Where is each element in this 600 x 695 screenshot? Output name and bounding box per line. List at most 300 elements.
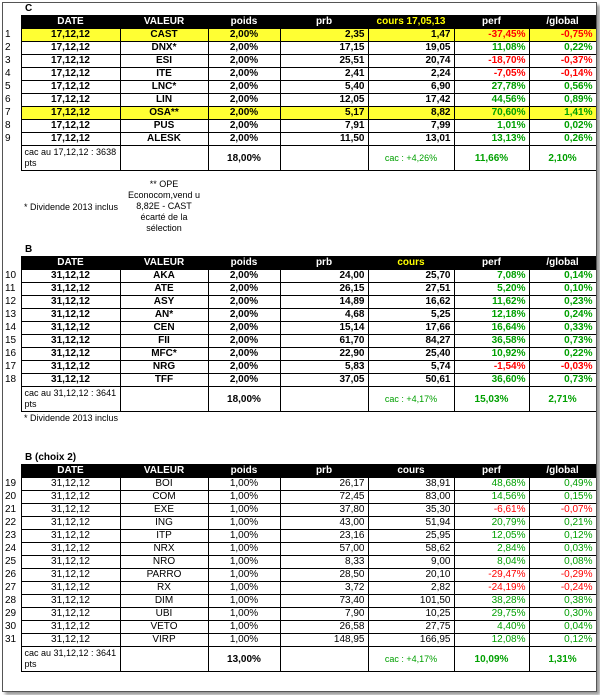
- column-header[interactable]: cours 17,05,13: [368, 16, 454, 29]
- poids-cell[interactable]: 2,00%: [208, 270, 280, 283]
- prb-cell[interactable]: 12,05: [280, 94, 368, 107]
- valeur-cell[interactable]: RX: [120, 582, 208, 595]
- dividend-note[interactable]: * Dividende 2013 inclus: [24, 201, 119, 212]
- valeur-cell[interactable]: MFC*: [120, 348, 208, 361]
- poids-cell[interactable]: 1,00%: [208, 530, 280, 543]
- date-cell[interactable]: 31,12,12: [21, 517, 120, 530]
- valeur-cell[interactable]: CEN: [120, 322, 208, 335]
- date-cell[interactable]: 31,12,12: [21, 569, 120, 582]
- valeur-cell[interactable]: AN*: [120, 309, 208, 322]
- date-cell[interactable]: 31,12,12: [21, 374, 120, 387]
- cours-cell[interactable]: 13,01: [368, 133, 454, 146]
- prb-cell[interactable]: 28,50: [280, 569, 368, 582]
- poids-cell[interactable]: 1,00%: [208, 569, 280, 582]
- row-number[interactable]: 20: [5, 491, 17, 502]
- cac-performance[interactable]: cac : +4,17%: [368, 647, 454, 672]
- prb-cell[interactable]: 25,51: [280, 55, 368, 68]
- cours-cell[interactable]: 38,91: [368, 478, 454, 491]
- prb-cell[interactable]: 148,95: [280, 634, 368, 647]
- global-cell[interactable]: 0,14%: [529, 270, 596, 283]
- prb-cell[interactable]: 17,15: [280, 42, 368, 55]
- global-cell[interactable]: -0,75%: [529, 29, 596, 42]
- poids-cell[interactable]: 2,00%: [208, 120, 280, 133]
- column-header[interactable]: perf: [454, 16, 529, 29]
- row-number[interactable]: 24: [5, 543, 17, 554]
- poids-cell[interactable]: 2,00%: [208, 361, 280, 374]
- cac-reference-label[interactable]: cac au 17,12,12 : 3638 pts: [21, 146, 120, 171]
- poids-cell[interactable]: 1,00%: [208, 634, 280, 647]
- date-cell[interactable]: 31,12,12: [21, 543, 120, 556]
- prb-cell[interactable]: 8,33: [280, 556, 368, 569]
- valeur-cell[interactable]: CAST: [120, 29, 208, 42]
- row-number[interactable]: 13: [5, 309, 17, 320]
- valeur-cell[interactable]: COM: [120, 491, 208, 504]
- global-cell[interactable]: 0,04%: [529, 621, 596, 634]
- prb-cell[interactable]: 24,00: [280, 270, 368, 283]
- global-cell[interactable]: 0,08%: [529, 556, 596, 569]
- poids-cell[interactable]: 2,00%: [208, 107, 280, 120]
- valeur-cell[interactable]: ESI: [120, 55, 208, 68]
- date-cell[interactable]: 17,12,12: [21, 42, 120, 55]
- valeur-cell[interactable]: DNX*: [120, 42, 208, 55]
- column-header[interactable]: perf: [454, 257, 529, 270]
- valeur-cell[interactable]: VIRP: [120, 634, 208, 647]
- global-cell[interactable]: 0,10%: [529, 283, 596, 296]
- section-title[interactable]: B (choix 2): [25, 452, 77, 463]
- empty-cell[interactable]: [280, 647, 368, 672]
- perf-cell[interactable]: 7,08%: [454, 270, 529, 283]
- cac-performance[interactable]: cac : +4,26%: [368, 146, 454, 171]
- cours-cell[interactable]: 5,74: [368, 361, 454, 374]
- date-cell[interactable]: 31,12,12: [21, 608, 120, 621]
- column-header[interactable]: DATE: [21, 465, 120, 478]
- perf-cell[interactable]: 27,78%: [454, 81, 529, 94]
- cours-cell[interactable]: 166,95: [368, 634, 454, 647]
- perf-cell[interactable]: 4,40%: [454, 621, 529, 634]
- perf-cell[interactable]: 13,13%: [454, 133, 529, 146]
- column-header[interactable]: /global: [529, 257, 596, 270]
- cours-cell[interactable]: 20,74: [368, 55, 454, 68]
- valeur-cell[interactable]: DIM: [120, 595, 208, 608]
- global-cell[interactable]: 0,22%: [529, 348, 596, 361]
- column-header[interactable]: cours: [368, 257, 454, 270]
- row-number[interactable]: 14: [5, 322, 17, 333]
- row-number[interactable]: 17: [5, 361, 17, 372]
- poids-cell[interactable]: 2,00%: [208, 81, 280, 94]
- valeur-cell[interactable]: NRO: [120, 556, 208, 569]
- perf-cell[interactable]: -7,05%: [454, 68, 529, 81]
- row-number[interactable]: 10: [5, 270, 17, 281]
- cours-cell[interactable]: 27,75: [368, 621, 454, 634]
- poids-cell[interactable]: 2,00%: [208, 94, 280, 107]
- prb-cell[interactable]: 43,00: [280, 517, 368, 530]
- poids-cell[interactable]: 2,00%: [208, 335, 280, 348]
- row-number[interactable]: 18: [5, 374, 17, 385]
- perf-cell[interactable]: 36,60%: [454, 374, 529, 387]
- row-number[interactable]: 26: [5, 569, 17, 580]
- poids-cell[interactable]: 2,00%: [208, 29, 280, 42]
- date-cell[interactable]: 31,12,12: [21, 296, 120, 309]
- date-cell[interactable]: 17,12,12: [21, 120, 120, 133]
- prb-cell[interactable]: 73,40: [280, 595, 368, 608]
- valeur-cell[interactable]: NRG: [120, 361, 208, 374]
- cours-cell[interactable]: 10,25: [368, 608, 454, 621]
- perf-cell[interactable]: 2,84%: [454, 543, 529, 556]
- prb-cell[interactable]: 23,16: [280, 530, 368, 543]
- global-cell[interactable]: 0,73%: [529, 335, 596, 348]
- cours-cell[interactable]: 2,82: [368, 582, 454, 595]
- date-cell[interactable]: 31,12,12: [21, 491, 120, 504]
- global-cell[interactable]: 0,15%: [529, 491, 596, 504]
- column-header[interactable]: VALEUR: [120, 16, 208, 29]
- row-number[interactable]: 30: [5, 621, 17, 632]
- global-cell[interactable]: 0,03%: [529, 543, 596, 556]
- date-cell[interactable]: 31,12,12: [21, 309, 120, 322]
- global-cell[interactable]: 0,38%: [529, 595, 596, 608]
- row-number[interactable]: 2: [5, 42, 11, 53]
- cours-cell[interactable]: 35,30: [368, 504, 454, 517]
- row-number[interactable]: 9: [5, 133, 11, 144]
- global-cell[interactable]: 0,23%: [529, 296, 596, 309]
- row-number[interactable]: 16: [5, 348, 17, 359]
- row-number[interactable]: [3, 3, 21, 16]
- poids-cell[interactable]: 1,00%: [208, 582, 280, 595]
- row-number[interactable]: 8: [5, 120, 11, 131]
- date-cell[interactable]: 31,12,12: [21, 595, 120, 608]
- column-header[interactable]: /global: [529, 465, 596, 478]
- perf-cell[interactable]: -29,47%: [454, 569, 529, 582]
- perf-cell[interactable]: 48,68%: [454, 478, 529, 491]
- section-title[interactable]: B: [25, 244, 33, 255]
- prb-cell[interactable]: 2,41: [280, 68, 368, 81]
- prb-cell[interactable]: 11,50: [280, 133, 368, 146]
- cours-cell[interactable]: 1,47: [368, 29, 454, 42]
- prb-cell[interactable]: 37,05: [280, 374, 368, 387]
- date-cell[interactable]: 17,12,12: [21, 29, 120, 42]
- row-number[interactable]: [3, 179, 21, 234]
- valeur-cell[interactable]: ITE: [120, 68, 208, 81]
- row-number[interactable]: 25: [5, 556, 17, 567]
- row-number[interactable]: 23: [5, 530, 17, 541]
- perf-cell[interactable]: 1,01%: [454, 120, 529, 133]
- cours-cell[interactable]: 27,51: [368, 283, 454, 296]
- global-cell[interactable]: -0,14%: [529, 68, 596, 81]
- poids-cell[interactable]: 2,00%: [208, 374, 280, 387]
- valeur-cell[interactable]: UBI: [120, 608, 208, 621]
- cours-cell[interactable]: 51,94: [368, 517, 454, 530]
- perf-cell[interactable]: 36,58%: [454, 335, 529, 348]
- global-cell[interactable]: 0,73%: [529, 374, 596, 387]
- perf-cell[interactable]: 38,28%: [454, 595, 529, 608]
- valeur-cell[interactable]: ING: [120, 517, 208, 530]
- valeur-cell[interactable]: LNC*: [120, 81, 208, 94]
- total-poids[interactable]: 18,00%: [208, 146, 280, 171]
- cours-cell[interactable]: 25,70: [368, 270, 454, 283]
- cours-cell[interactable]: 7,99: [368, 120, 454, 133]
- global-cell[interactable]: -0,29%: [529, 569, 596, 582]
- empty-cell[interactable]: [120, 387, 208, 412]
- poids-cell[interactable]: 2,00%: [208, 283, 280, 296]
- valeur-cell[interactable]: ITP: [120, 530, 208, 543]
- column-header[interactable]: cours: [368, 465, 454, 478]
- cours-cell[interactable]: 2,24: [368, 68, 454, 81]
- row-number[interactable]: 12: [5, 296, 17, 307]
- date-cell[interactable]: 31,12,12: [21, 621, 120, 634]
- poids-cell[interactable]: 2,00%: [208, 348, 280, 361]
- valeur-cell[interactable]: PARRO: [120, 569, 208, 582]
- cac-performance[interactable]: cac : +4,17%: [368, 387, 454, 412]
- column-header[interactable]: prb: [280, 465, 368, 478]
- valeur-cell[interactable]: VETO: [120, 621, 208, 634]
- perf-cell[interactable]: 11,62%: [454, 296, 529, 309]
- cours-cell[interactable]: 9,00: [368, 556, 454, 569]
- prb-cell[interactable]: 4,68: [280, 309, 368, 322]
- row-number[interactable]: 3: [5, 55, 11, 66]
- row-number[interactable]: [3, 647, 21, 672]
- global-cell[interactable]: 1,41%: [529, 107, 596, 120]
- perf-cell[interactable]: 20,79%: [454, 517, 529, 530]
- perf-cell[interactable]: 12,05%: [454, 530, 529, 543]
- prb-cell[interactable]: 57,00: [280, 543, 368, 556]
- global-cell[interactable]: -0,07%: [529, 504, 596, 517]
- global-cell[interactable]: 0,02%: [529, 120, 596, 133]
- row-number[interactable]: [3, 452, 21, 465]
- global-cell[interactable]: 0,21%: [529, 517, 596, 530]
- global-cell[interactable]: 0,49%: [529, 478, 596, 491]
- poids-cell[interactable]: 2,00%: [208, 309, 280, 322]
- global-cell[interactable]: 0,30%: [529, 608, 596, 621]
- empty-cell[interactable]: [120, 146, 208, 171]
- column-header[interactable]: VALEUR: [120, 257, 208, 270]
- global-cell[interactable]: 0,33%: [529, 322, 596, 335]
- cac-reference-label[interactable]: cac au 31,12,12 : 3641 pts: [21, 647, 120, 672]
- global-cell[interactable]: 0,89%: [529, 94, 596, 107]
- valeur-cell[interactable]: ALESK: [120, 133, 208, 146]
- date-cell[interactable]: 17,12,12: [21, 133, 120, 146]
- prb-cell[interactable]: 5,40: [280, 81, 368, 94]
- ope-note[interactable]: ** OPE Econocom,vend u 8,82E - CAST écarté de la sélection: [127, 179, 201, 233]
- row-number[interactable]: 5: [5, 81, 11, 92]
- poids-cell[interactable]: 2,00%: [208, 322, 280, 335]
- cours-cell[interactable]: 84,27: [368, 335, 454, 348]
- date-cell[interactable]: 31,12,12: [21, 530, 120, 543]
- perf-cell[interactable]: 70,60%: [454, 107, 529, 120]
- cours-cell[interactable]: 25,95: [368, 530, 454, 543]
- valeur-cell[interactable]: BOI: [120, 478, 208, 491]
- poids-cell[interactable]: 2,00%: [208, 133, 280, 146]
- average-perf[interactable]: 10,09%: [454, 647, 529, 672]
- total-global[interactable]: 2,71%: [529, 387, 596, 412]
- perf-cell[interactable]: -18,70%: [454, 55, 529, 68]
- total-poids[interactable]: 13,00%: [208, 647, 280, 672]
- row-number[interactable]: 4: [5, 68, 11, 79]
- empty-cell[interactable]: [120, 647, 208, 672]
- perf-cell[interactable]: 12,08%: [454, 634, 529, 647]
- row-number[interactable]: 21: [5, 504, 17, 515]
- date-cell[interactable]: 31,12,12: [21, 335, 120, 348]
- valeur-cell[interactable]: EXE: [120, 504, 208, 517]
- row-number[interactable]: 15: [5, 335, 17, 346]
- column-header[interactable]: DATE: [21, 16, 120, 29]
- poids-cell[interactable]: 1,00%: [208, 504, 280, 517]
- poids-cell[interactable]: 1,00%: [208, 517, 280, 530]
- prb-cell[interactable]: 22,90: [280, 348, 368, 361]
- column-header[interactable]: poids: [208, 257, 280, 270]
- global-cell[interactable]: 0,12%: [529, 530, 596, 543]
- average-perf[interactable]: 15,03%: [454, 387, 529, 412]
- date-cell[interactable]: 31,12,12: [21, 556, 120, 569]
- section-title[interactable]: C: [25, 3, 33, 14]
- row-number[interactable]: 27: [5, 582, 17, 593]
- poids-cell[interactable]: 1,00%: [208, 621, 280, 634]
- prb-cell[interactable]: 5,17: [280, 107, 368, 120]
- cours-cell[interactable]: 17,66: [368, 322, 454, 335]
- column-header[interactable]: prb: [280, 257, 368, 270]
- perf-cell[interactable]: 11,08%: [454, 42, 529, 55]
- cours-cell[interactable]: 17,42: [368, 94, 454, 107]
- prb-cell[interactable]: 7,91: [280, 120, 368, 133]
- column-header[interactable]: /global: [529, 16, 596, 29]
- date-cell[interactable]: 31,12,12: [21, 283, 120, 296]
- column-header[interactable]: poids: [208, 16, 280, 29]
- cours-cell[interactable]: 25,40: [368, 348, 454, 361]
- poids-cell[interactable]: 2,00%: [208, 42, 280, 55]
- date-cell[interactable]: 17,12,12: [21, 68, 120, 81]
- dividend-note[interactable]: * Dividende 2013 inclus: [24, 413, 119, 423]
- prb-cell[interactable]: 26,15: [280, 283, 368, 296]
- row-number[interactable]: [3, 244, 21, 257]
- total-global[interactable]: 1,31%: [529, 647, 596, 672]
- date-cell[interactable]: 31,12,12: [21, 270, 120, 283]
- date-cell[interactable]: 31,12,12: [21, 504, 120, 517]
- global-cell[interactable]: 0,56%: [529, 81, 596, 94]
- prb-cell[interactable]: 5,83: [280, 361, 368, 374]
- global-cell[interactable]: 0,26%: [529, 133, 596, 146]
- column-header[interactable]: DATE: [21, 257, 120, 270]
- perf-cell[interactable]: -6,61%: [454, 504, 529, 517]
- perf-cell[interactable]: 8,04%: [454, 556, 529, 569]
- prb-cell[interactable]: 61,70: [280, 335, 368, 348]
- row-number[interactable]: 28: [5, 595, 17, 606]
- cours-cell[interactable]: 83,00: [368, 491, 454, 504]
- cours-cell[interactable]: 16,62: [368, 296, 454, 309]
- row-number[interactable]: [3, 465, 21, 478]
- cac-reference-label[interactable]: cac au 31,12,12 : 3641 pts: [21, 387, 120, 412]
- perf-cell[interactable]: -24,19%: [454, 582, 529, 595]
- date-cell[interactable]: 17,12,12: [21, 81, 120, 94]
- global-cell[interactable]: 0,12%: [529, 634, 596, 647]
- empty-cell[interactable]: [280, 387, 368, 412]
- prb-cell[interactable]: 72,45: [280, 491, 368, 504]
- valeur-cell[interactable]: FII: [120, 335, 208, 348]
- prb-cell[interactable]: 15,14: [280, 322, 368, 335]
- valeur-cell[interactable]: TFF: [120, 374, 208, 387]
- prb-cell[interactable]: 7,90: [280, 608, 368, 621]
- valeur-cell[interactable]: ATE: [120, 283, 208, 296]
- poids-cell[interactable]: 2,00%: [208, 296, 280, 309]
- poids-cell[interactable]: 2,00%: [208, 55, 280, 68]
- cours-cell[interactable]: 101,50: [368, 595, 454, 608]
- row-number[interactable]: 6: [5, 94, 11, 105]
- prb-cell[interactable]: 37,80: [280, 504, 368, 517]
- row-number[interactable]: [3, 257, 21, 270]
- poids-cell[interactable]: 1,00%: [208, 478, 280, 491]
- cours-cell[interactable]: 58,62: [368, 543, 454, 556]
- row-number[interactable]: [3, 387, 21, 412]
- row-number[interactable]: 7: [5, 107, 11, 118]
- global-cell[interactable]: -0,37%: [529, 55, 596, 68]
- global-cell[interactable]: -0,24%: [529, 582, 596, 595]
- row-number[interactable]: 22: [5, 517, 17, 528]
- poids-cell[interactable]: 2,00%: [208, 68, 280, 81]
- date-cell[interactable]: 17,12,12: [21, 94, 120, 107]
- date-cell[interactable]: 31,12,12: [21, 634, 120, 647]
- poids-cell[interactable]: 1,00%: [208, 595, 280, 608]
- cours-cell[interactable]: 8,82: [368, 107, 454, 120]
- row-number[interactable]: 19: [5, 478, 17, 489]
- average-perf[interactable]: 11,66%: [454, 146, 529, 171]
- date-cell[interactable]: 31,12,12: [21, 322, 120, 335]
- valeur-cell[interactable]: AKA: [120, 270, 208, 283]
- date-cell[interactable]: 31,12,12: [21, 582, 120, 595]
- date-cell[interactable]: 31,12,12: [21, 348, 120, 361]
- total-poids[interactable]: 18,00%: [208, 387, 280, 412]
- prb-cell[interactable]: 26,17: [280, 478, 368, 491]
- perf-cell[interactable]: 14,56%: [454, 491, 529, 504]
- cours-cell[interactable]: 20,10: [368, 569, 454, 582]
- perf-cell[interactable]: 29,75%: [454, 608, 529, 621]
- column-header[interactable]: VALEUR: [120, 465, 208, 478]
- poids-cell[interactable]: 1,00%: [208, 556, 280, 569]
- perf-cell[interactable]: -37,45%: [454, 29, 529, 42]
- perf-cell[interactable]: 5,20%: [454, 283, 529, 296]
- prb-cell[interactable]: 3,72: [280, 582, 368, 595]
- row-number[interactable]: 29: [5, 608, 17, 619]
- global-cell[interactable]: 0,24%: [529, 309, 596, 322]
- row-number[interactable]: 11: [5, 283, 16, 294]
- valeur-cell[interactable]: NRX: [120, 543, 208, 556]
- row-number[interactable]: 1: [5, 29, 11, 40]
- global-cell[interactable]: 0,22%: [529, 42, 596, 55]
- row-number[interactable]: 31: [5, 634, 17, 645]
- prb-cell[interactable]: 26,58: [280, 621, 368, 634]
- date-cell[interactable]: 31,12,12: [21, 361, 120, 374]
- poids-cell[interactable]: 1,00%: [208, 491, 280, 504]
- valeur-cell[interactable]: PUS: [120, 120, 208, 133]
- empty-cell[interactable]: [280, 146, 368, 171]
- perf-cell[interactable]: 12,18%: [454, 309, 529, 322]
- date-cell[interactable]: 17,12,12: [21, 55, 120, 68]
- perf-cell[interactable]: -1,54%: [454, 361, 529, 374]
- row-number[interactable]: [3, 412, 21, 425]
- poids-cell[interactable]: 1,00%: [208, 608, 280, 621]
- column-header[interactable]: prb: [280, 16, 368, 29]
- perf-cell[interactable]: 44,56%: [454, 94, 529, 107]
- valeur-cell[interactable]: LIN: [120, 94, 208, 107]
- cours-cell[interactable]: 6,90: [368, 81, 454, 94]
- cours-cell[interactable]: 19,05: [368, 42, 454, 55]
- valeur-cell[interactable]: OSA**: [120, 107, 208, 120]
- date-cell[interactable]: 31,12,12: [21, 478, 120, 491]
- valeur-cell[interactable]: ASY: [120, 296, 208, 309]
- column-header[interactable]: perf: [454, 465, 529, 478]
- row-number[interactable]: [3, 146, 21, 171]
- row-number[interactable]: [3, 16, 21, 29]
- total-global[interactable]: 2,10%: [529, 146, 596, 171]
- prb-cell[interactable]: 2,35: [280, 29, 368, 42]
- perf-cell[interactable]: 16,64%: [454, 322, 529, 335]
- global-cell[interactable]: -0,03%: [529, 361, 596, 374]
